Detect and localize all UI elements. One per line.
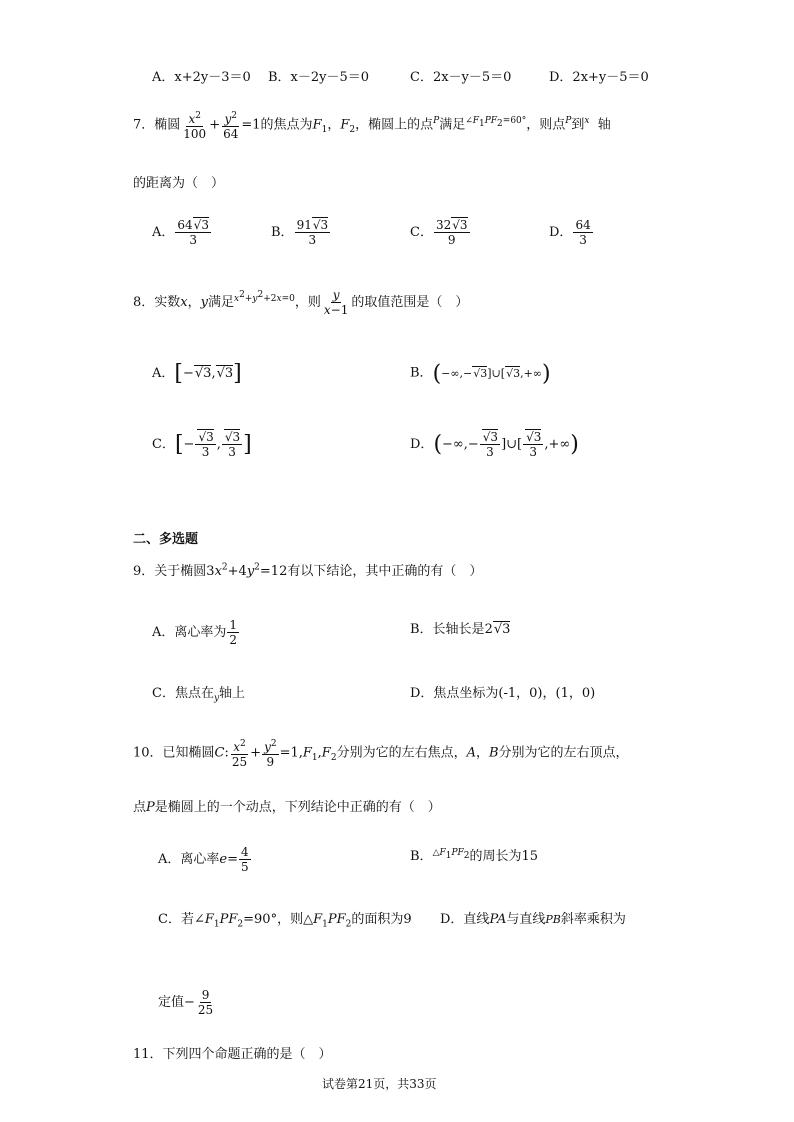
q8-stem: 8．实数x，y满足$^{x^2+y^2+2x=0}$，则 $\frac{y}{x-1}$ 的取值范围是（ ） xyxy=(133,288,469,317)
page-footer: 试卷第21页，共33页 xyxy=(322,1077,437,1091)
q8-option-b: B．(−∞,−√3]∪[√3,+∞) xyxy=(410,361,551,386)
q6-option-d: D．2x+y－5＝0 xyxy=(549,70,649,85)
q10-option-a: A．离心率e= $\frac{4}{5}$ xyxy=(158,845,249,874)
q7-option-a: A． $\frac{64√3}{3}$ xyxy=(152,218,209,247)
q10-stem-line1: 10．已知椭圆C: $\frac{x^2}{25}$ + $\frac{y^2}{9}$ $=1,F_1,F_2$分别为它的左右焦点，A，B分别为它的左右顶点， xyxy=(133,739,629,769)
q10-option-c: C．若$\angle F_1PF_2=90^\circ$，则$\triangle F_1PF_2$的面积为9 xyxy=(158,912,412,930)
q8-option-d: D．(−∞,− $\frac{√3}{3}$ ]∪[ $\frac{√3}{3}$ ,+∞) xyxy=(410,430,579,459)
q6-option-a: A．x+2y－3＝0 xyxy=(152,70,251,85)
q9-stem: 9．关于椭圆$3x^2+4y^2=12$有以下结论，其中正确的有（ ） xyxy=(133,562,483,579)
section-title: 二、多选题 xyxy=(133,532,199,547)
q8-option-a: A．[−√3,√3] xyxy=(152,361,242,386)
q7-option-b: B． $\frac{91√3}{3}$ xyxy=(271,218,329,247)
q7-stem-line1: 7．椭圆 $\frac{x^2}{100}$ + $\frac{y^2}{64}$ =1的焦点为$F_1$，$F_2$，椭圆上的点$^P$满足$^{\angle F_1PF_2=60^\circ}$，则点$^P$到$^x$ 轴 xyxy=(133,111,611,141)
q7-fraction-x: $\frac{x^2}{100}$ xyxy=(183,111,207,141)
q9-option-b: B．长轴长是2√3 xyxy=(410,622,511,637)
q7-stem-line2: 的距离为（ ） xyxy=(133,176,225,191)
q11-stem: 11．下列四个命题正确的是（ ） xyxy=(133,1047,332,1062)
q10-option-b: B．$^{\triangle F_1PF_2}$的周长为15 xyxy=(410,847,539,864)
q10-stem-line2: 点P是椭圆上的一个动点，下列结论中正确的有（ ） xyxy=(133,800,441,815)
q6-option-b: B．x－2y－5＝0 xyxy=(268,70,370,85)
q7-fraction-y: $\frac{y^2}{64}$ xyxy=(223,111,239,141)
q9-option-c: C．焦点在$_y$轴上 xyxy=(152,686,246,704)
q7-option-c: C． $\frac{32√3}{9}$ xyxy=(410,218,468,247)
q7-option-d: D． $\frac{64}{3}$ xyxy=(549,218,591,247)
q8-option-c: C．[− $\frac{√3}{3}$ , $\frac{√3}{3}$ ] xyxy=(152,430,252,459)
q6-option-c: C．2x－y－5＝0 xyxy=(410,70,512,85)
q10-option-d: D．直线PA与直线PB斜率乘积为 xyxy=(440,912,626,927)
q9-option-a: A．离心率为 $\frac{1}{2}$ xyxy=(152,618,238,647)
q9-option-d: D．焦点坐标为(-1，0)，(1，0) xyxy=(410,686,596,701)
q10-option-d-line2: 定值− $\frac{9}{25}$ xyxy=(158,988,214,1017)
